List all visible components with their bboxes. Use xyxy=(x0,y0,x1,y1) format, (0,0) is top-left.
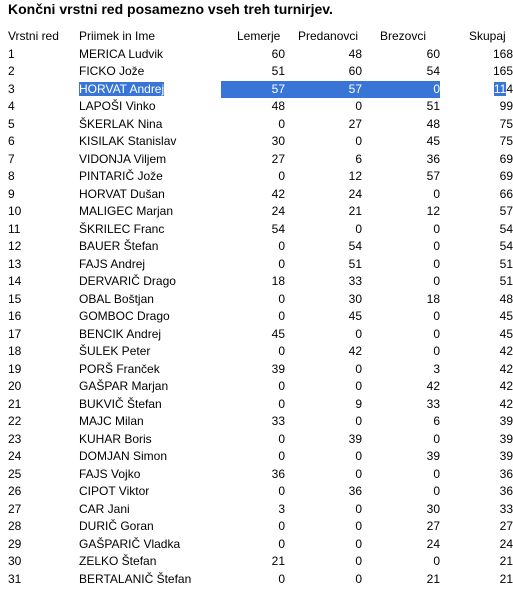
name-cell: CAR Jani xyxy=(79,501,130,516)
rank-cell: 23 xyxy=(8,431,22,446)
header-rank: Vrstni red xyxy=(8,29,59,43)
rank-cell: 8 xyxy=(8,169,15,183)
lemerje-cell: 0 xyxy=(278,396,285,411)
brezovci-cell: 0 xyxy=(433,186,440,201)
table-row xyxy=(0,448,513,466)
name-cell: BERTALANIČ Štefan xyxy=(79,571,192,586)
rank-cell: 21 xyxy=(8,396,22,411)
name-cell: BUKVIČ Štefan xyxy=(79,396,162,411)
skupaj-cell: 39 xyxy=(499,449,513,463)
skupaj-cell: 42 xyxy=(499,344,513,358)
rank-cell: 19 xyxy=(8,361,22,376)
rank-cell: 31 xyxy=(8,571,22,586)
brezovci-cell: 0 xyxy=(433,344,440,358)
skupaj-cell: 21 xyxy=(499,571,513,586)
skupaj-cell: 57 xyxy=(499,204,513,218)
lemerje-cell: 0 xyxy=(278,484,285,498)
rank-cell: 26 xyxy=(8,484,22,498)
brezovci-cell: 21 xyxy=(426,571,440,586)
name-cell: MERICA Ludvik xyxy=(79,46,164,61)
skupaj-cell: 39 xyxy=(499,431,513,446)
lemerje-cell: 3 xyxy=(278,501,285,516)
skupaj-cell: 45 xyxy=(499,309,513,323)
rank-cell: 4 xyxy=(8,99,15,113)
predanovci-cell: 54 xyxy=(348,239,362,253)
skupaj-cell: 75 xyxy=(499,116,513,131)
lemerje-cell: 0 xyxy=(278,519,285,533)
brezovci-cell: 0 xyxy=(433,326,440,341)
brezovci-cell: 0 xyxy=(433,274,440,288)
table-row xyxy=(0,308,513,326)
skupaj-cell: 27 xyxy=(499,519,513,533)
lemerje-cell: 57 xyxy=(221,81,285,99)
brezovci-cell: 0 xyxy=(433,554,440,568)
predanovci-cell: 21 xyxy=(348,204,362,218)
brezovci-cell: 30 xyxy=(426,501,440,516)
skupaj-cell xyxy=(440,81,513,99)
table-row xyxy=(0,396,513,414)
header-brezovci: Brezovci xyxy=(380,29,427,43)
rank-cell: 16 xyxy=(8,309,22,323)
skupaj-cell: 51 xyxy=(499,256,513,271)
skupaj-cell: 75 xyxy=(499,134,513,148)
rank-cell: 2 xyxy=(8,64,15,78)
predanovci-cell: 45 xyxy=(348,309,362,323)
predanovci-cell: 0 xyxy=(355,571,362,586)
lemerje-cell: 0 xyxy=(278,536,285,551)
predanovci-cell: 30 xyxy=(348,291,362,306)
predanovci-cell: 27 xyxy=(348,116,362,131)
lemerje-cell: 54 xyxy=(271,221,285,236)
brezovci-cell: 36 xyxy=(426,151,440,166)
lemerje-cell: 0 xyxy=(278,344,285,358)
table-row xyxy=(0,186,513,204)
name-cell: PINTARIČ Jože xyxy=(79,169,163,183)
predanovci-cell: 0 xyxy=(355,379,362,393)
predanovci-cell: 36 xyxy=(348,484,362,498)
brezovci-cell: 51 xyxy=(426,99,440,113)
brezovci-cell: 60 xyxy=(426,46,440,61)
predanovci-cell: 39 xyxy=(348,431,362,446)
table-row xyxy=(0,256,513,274)
rank-cell: 9 xyxy=(8,186,15,201)
lemerje-cell: 30 xyxy=(271,134,285,148)
predanovci-cell: 42 xyxy=(348,344,362,358)
lemerje-cell: 45 xyxy=(271,326,285,341)
brezovci-cell: 0 xyxy=(433,221,440,236)
header-skupaj: Skupaj xyxy=(469,29,506,43)
name-cell: FICKO Jože xyxy=(79,64,145,78)
brezovci-cell: 54 xyxy=(426,64,440,78)
predanovci-cell: 0 xyxy=(355,414,362,428)
selected-text: HORVAT Andrej xyxy=(79,81,165,96)
table-row xyxy=(0,326,513,344)
predanovci-cell: 12 xyxy=(348,169,362,183)
table-row xyxy=(0,571,513,589)
predanovci-cell: 48 xyxy=(348,46,362,61)
table-row xyxy=(0,291,513,309)
table-row xyxy=(0,221,513,239)
skupaj-cell: 24 xyxy=(499,536,513,551)
brezovci-cell: 42 xyxy=(426,379,440,393)
lemerje-cell: 24 xyxy=(271,204,285,218)
predanovci-cell: 0 xyxy=(355,554,362,568)
table-row xyxy=(0,203,513,221)
brezovci-cell: 0 xyxy=(433,239,440,253)
lemerje-cell: 51 xyxy=(271,64,285,78)
lemerje-cell: 0 xyxy=(278,291,285,306)
rank-cell: 24 xyxy=(8,449,22,463)
brezovci-cell: 6 xyxy=(433,414,440,428)
name-cell: ŠULEK Peter xyxy=(79,344,151,358)
table-row xyxy=(0,518,513,536)
rank-cell: 17 xyxy=(8,326,22,341)
lemerje-cell: 0 xyxy=(278,571,285,586)
table-row xyxy=(0,466,513,484)
lemerje-cell: 0 xyxy=(278,169,285,183)
table-row xyxy=(0,553,513,571)
predanovci-cell: 0 xyxy=(355,99,362,113)
lemerje-cell: 42 xyxy=(271,186,285,201)
predanovci-cell: 0 xyxy=(355,221,362,236)
rank-cell: 11 xyxy=(8,221,21,236)
predanovci-cell: 0 xyxy=(355,466,362,481)
header-lemerje: Lemerje xyxy=(237,29,281,43)
name-cell: DOMJAN Simon xyxy=(79,449,168,463)
rank-cell: 25 xyxy=(8,466,22,481)
predanovci-cell: 6 xyxy=(355,151,362,166)
rank-cell: 13 xyxy=(8,256,22,271)
brezovci-cell: 27 xyxy=(426,519,440,533)
lemerje-cell: 0 xyxy=(278,379,285,393)
skupaj-cell: 42 xyxy=(499,396,513,411)
table-header-row xyxy=(0,28,513,46)
rank-cell: 22 xyxy=(8,414,22,428)
page-title: Končni vrstni red posamezno vseh treh turnirjev. xyxy=(8,1,333,17)
brezovci-cell: 0 xyxy=(433,431,440,446)
predanovci-cell: 0 xyxy=(355,361,362,376)
lemerje-cell: 0 xyxy=(278,309,285,323)
brezovci-cell: 24 xyxy=(426,536,440,551)
name-cell: LAPOŠI Vinko xyxy=(79,99,156,113)
skupaj-cell: 42 xyxy=(499,379,513,393)
name-cell: GAŠPAR Marjan xyxy=(79,379,169,393)
rank-cell: 12 xyxy=(8,239,22,253)
rank-cell: 20 xyxy=(8,379,22,393)
name-cell: MAJC Milan xyxy=(79,414,144,428)
skupaj-cell: 45 xyxy=(499,326,513,341)
name-cell: GAŠPARIČ Vladka xyxy=(79,536,181,551)
name-cell: OBAL Boštjan xyxy=(79,291,154,306)
brezovci-cell: 3 xyxy=(433,361,440,376)
lemerje-cell: 27 xyxy=(271,151,285,166)
table-row xyxy=(0,483,513,501)
name-cell: ŠKRILEC Franc xyxy=(79,221,165,236)
name-cell: CIPOT Viktor xyxy=(79,484,150,498)
name-cell: GOMBOC Drago xyxy=(79,309,170,323)
lemerje-cell: 39 xyxy=(271,361,285,376)
selected-text: 11 xyxy=(493,81,507,96)
header-name: Priimek in Ime xyxy=(79,29,156,43)
table-row xyxy=(0,133,513,151)
table-row xyxy=(0,378,513,396)
rank-cell: 15 xyxy=(8,291,22,306)
table-row xyxy=(0,116,513,134)
predanovci-cell: 57 xyxy=(285,81,362,99)
brezovci-cell: 48 xyxy=(426,116,440,131)
skupaj-cell: 54 xyxy=(499,221,513,236)
rank-cell: 18 xyxy=(8,344,22,358)
rank-cell: 1 xyxy=(8,46,15,61)
name-cell xyxy=(79,81,221,99)
name-cell: VIDONJA Viljem xyxy=(79,151,167,166)
table-row xyxy=(0,46,513,64)
results-table xyxy=(0,28,513,588)
skupaj-cell: 36 xyxy=(499,484,513,498)
skupaj-cell: 69 xyxy=(499,151,513,166)
name-cell: FAJS Vojko xyxy=(79,466,141,481)
brezovci-cell: 39 xyxy=(426,449,440,463)
name-cell: BENCIK Andrej xyxy=(79,326,162,341)
brezovci-cell: 18 xyxy=(426,291,440,306)
predanovci-cell: 0 xyxy=(355,519,362,533)
predanovci-cell: 0 xyxy=(355,449,362,463)
brezovci-cell: 45 xyxy=(426,134,440,148)
lemerje-cell: 60 xyxy=(271,46,285,61)
rank-cell: 7 xyxy=(8,151,15,166)
skupaj-cell: 42 xyxy=(499,361,513,376)
name-cell: HORVAT Dušan xyxy=(79,186,165,201)
lemerje-cell: 0 xyxy=(278,256,285,271)
name-cell: DERVARIČ Drago xyxy=(79,274,176,288)
table-row xyxy=(0,238,513,256)
brezovci-cell: 57 xyxy=(426,169,440,183)
rank-cell: 3 xyxy=(8,81,15,96)
skupaj-cell: 21 xyxy=(499,554,513,568)
table-row xyxy=(0,168,513,186)
lemerje-cell: 18 xyxy=(271,274,285,288)
brezovci-cell: 0 xyxy=(433,309,440,323)
lemerje-cell: 21 xyxy=(271,554,285,568)
name-cell: BAUER Štefan xyxy=(79,239,159,253)
skupaj-cell: 165 xyxy=(492,64,513,78)
skupaj-cell: 51 xyxy=(499,274,513,288)
name-cell: FAJS Andrej xyxy=(79,256,146,271)
table-row xyxy=(0,413,513,431)
table-row xyxy=(0,361,513,379)
table-row xyxy=(0,536,513,554)
brezovci-cell: 0 xyxy=(433,466,440,481)
unselected-text: 4 xyxy=(506,81,513,96)
predanovci-cell: 0 xyxy=(355,326,362,341)
lemerje-cell: 0 xyxy=(278,116,285,131)
predanovci-cell: 33 xyxy=(348,274,362,288)
table-row xyxy=(0,151,513,169)
lemerje-cell: 0 xyxy=(278,239,285,253)
brezovci-cell: 12 xyxy=(426,204,440,218)
lemerje-cell: 48 xyxy=(271,99,285,113)
predanovci-cell: 51 xyxy=(348,256,362,271)
rank-cell: 28 xyxy=(8,519,22,533)
name-cell: KISILAK Stanislav xyxy=(79,134,177,148)
lemerje-cell: 0 xyxy=(278,449,285,463)
name-cell: ŠKERLAK Nina xyxy=(79,116,163,131)
brezovci-cell: 0 xyxy=(433,484,440,498)
predanovci-cell: 0 xyxy=(355,536,362,551)
predanovci-cell: 24 xyxy=(348,186,362,201)
rank-cell: 6 xyxy=(8,134,15,148)
rank-cell: 5 xyxy=(8,116,15,131)
table-row xyxy=(0,343,513,361)
table-row xyxy=(0,501,513,519)
predanovci-cell: 9 xyxy=(355,396,362,411)
skupaj-cell: 168 xyxy=(492,46,513,61)
lemerje-cell: 0 xyxy=(278,431,285,446)
lemerje-cell: 36 xyxy=(271,466,285,481)
predanovci-cell: 0 xyxy=(355,134,362,148)
skupaj-cell: 33 xyxy=(499,501,513,516)
rank-cell: 10 xyxy=(8,204,22,218)
skupaj-cell: 54 xyxy=(499,239,513,253)
skupaj-cell: 66 xyxy=(499,186,513,201)
skupaj-cell: 36 xyxy=(499,466,513,481)
skupaj-cell: 39 xyxy=(499,414,513,428)
brezovci-cell: 0 xyxy=(433,256,440,271)
predanovci-cell: 0 xyxy=(355,501,362,516)
name-cell: KUHAR Boris xyxy=(79,431,152,446)
header-predanovci: Predanovci xyxy=(298,29,359,43)
skupaj-cell: 48 xyxy=(499,291,513,306)
lemerje-cell: 33 xyxy=(271,414,285,428)
name-cell: DURIČ Goran xyxy=(79,519,154,533)
rank-cell: 27 xyxy=(8,501,22,516)
skupaj-cell: 69 xyxy=(499,169,513,183)
brezovci-cell: 0 xyxy=(362,81,440,99)
name-cell: ZELKO Štefan xyxy=(79,554,157,568)
name-cell: PORŠ Franček xyxy=(79,361,160,376)
skupaj-cell: 99 xyxy=(499,99,513,113)
table-row xyxy=(0,431,513,449)
table-row xyxy=(0,63,513,81)
predanovci-cell: 60 xyxy=(348,64,362,78)
rank-cell: 14 xyxy=(8,274,22,288)
table-row xyxy=(0,273,513,291)
table-row xyxy=(0,98,513,116)
name-cell: MALIGEC Marjan xyxy=(79,204,174,218)
brezovci-cell: 33 xyxy=(426,396,440,411)
rank-cell: 29 xyxy=(8,536,22,551)
rank-cell: 30 xyxy=(8,554,22,568)
table-row xyxy=(0,81,513,99)
